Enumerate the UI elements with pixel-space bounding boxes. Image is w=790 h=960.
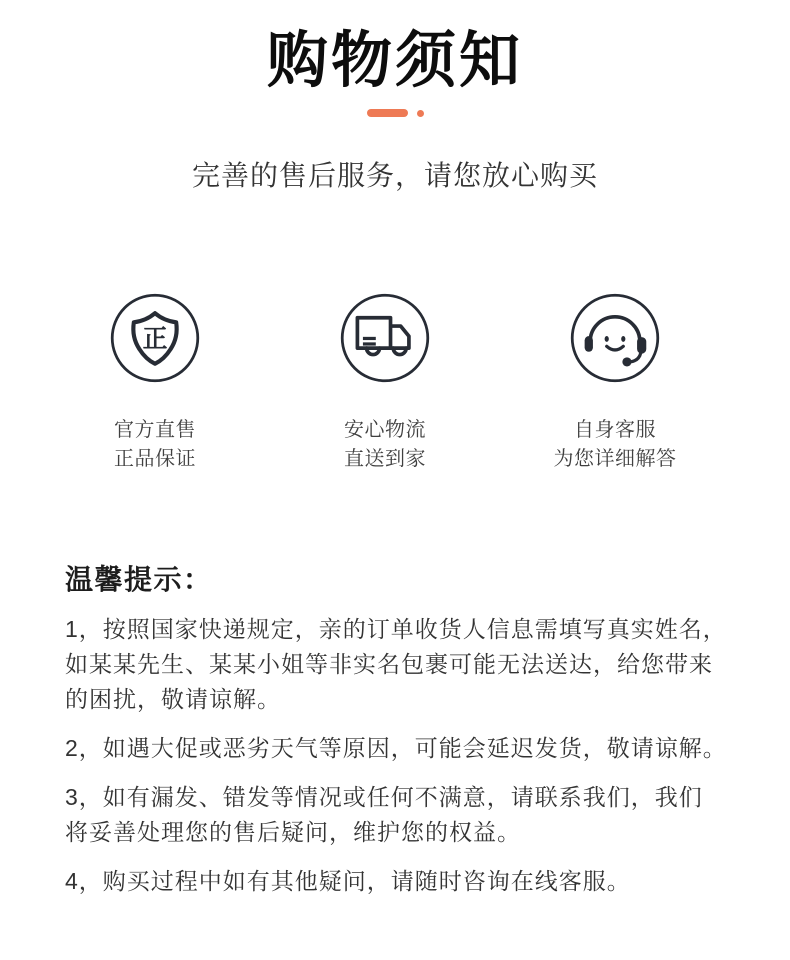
feature-label-line1: 自身客服 [574,419,656,442]
tip-line: 如某某先生、某某小姐等非实名包裹可能无法送达，给您带来 [65,651,713,678]
tips-section [65,558,735,899]
tip-item-1 [65,612,735,717]
feature-label-line1: 安心物流 [344,419,426,442]
divider-dot [417,110,424,117]
page-subtitle: 完善的售后服务，请您放心购买 [191,160,598,192]
feature-label [554,416,677,474]
feature-label [114,416,196,474]
feature-label-line2: 直送到家 [344,448,426,471]
divider-bar [367,109,408,117]
feature-logistics [285,292,485,474]
genuine-shield-icon [109,292,201,384]
tip-line: 3，如有漏发、错发等情况或任何不满意，请联系我们，我们 [65,784,703,811]
tip-line: 将妥善处理您的售后疑问，维护您的权益。 [65,819,521,846]
tips-heading: 温馨提示： [65,564,213,596]
genuine-badge-glyph: 正 [142,326,168,354]
title-divider [0,109,790,117]
delivery-truck-icon [339,292,431,384]
feature-row [55,292,735,474]
feature-genuine [55,292,255,474]
page-title: 购物须知 [266,26,523,94]
feature-service [515,292,715,474]
tip-item-4 [65,864,735,899]
feature-label-line1: 官方直售 [114,419,196,442]
page-header [0,0,790,194]
tip-item-2 [65,731,735,766]
tip-line: 的困扰，敬请谅解。 [65,686,281,713]
feature-label-line2: 正品保证 [114,448,196,471]
tip-line: 2，如遇大促或恶劣天气等原因，可能会延迟发货，敬请谅解。 [65,735,727,762]
tip-item-3 [65,780,735,850]
feature-label [344,416,426,474]
tip-line: 4，购买过程中如有其他疑问，请随时咨询在线客服。 [65,868,631,895]
feature-label-line2: 为您详细解答 [553,448,677,471]
tip-line: 1，按照国家快递规定，亲的订单收货人信息需填写真实姓名， [65,616,727,643]
customer-service-headset-icon [569,292,661,384]
